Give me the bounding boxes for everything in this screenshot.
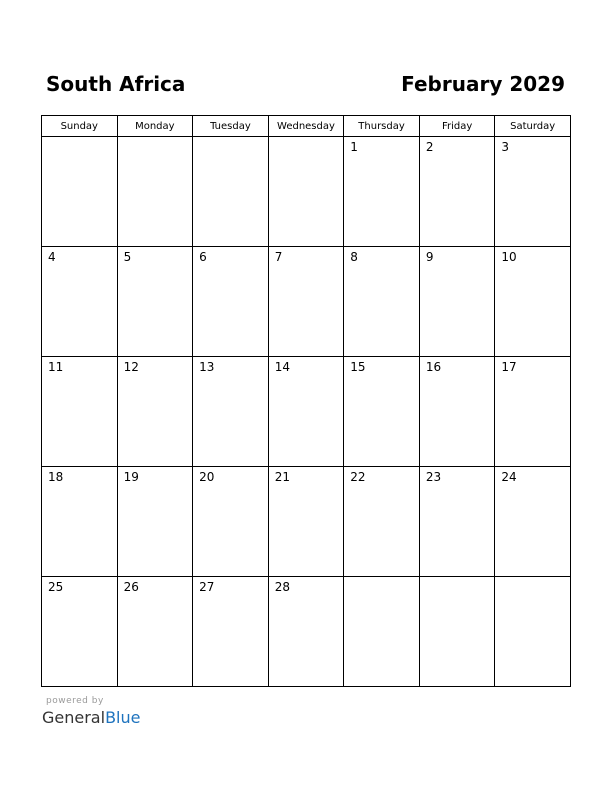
day-cell xyxy=(495,357,571,467)
day-cell xyxy=(42,357,118,467)
day-number: 8 xyxy=(350,250,358,264)
day-cell xyxy=(344,467,420,577)
day-number: 19 xyxy=(123,470,139,484)
day-number: 4 xyxy=(48,250,56,264)
week-row xyxy=(42,357,571,467)
day-cell xyxy=(42,137,118,247)
weekday-saturday: Saturday xyxy=(495,116,571,137)
day-number: 25 xyxy=(48,580,64,594)
day-cell xyxy=(268,357,344,467)
day-number: 11 xyxy=(48,360,64,374)
country-title: South Africa xyxy=(46,72,186,96)
weekday-wednesday: Wednesday xyxy=(268,116,344,137)
day-number: 10 xyxy=(501,250,517,264)
day-number: 18 xyxy=(48,470,64,484)
day-number xyxy=(269,137,344,140)
day-number: 2 xyxy=(425,140,434,154)
day-number: 23 xyxy=(425,470,442,484)
day-cell xyxy=(117,357,193,467)
day-cell xyxy=(344,357,420,467)
day-cell xyxy=(117,137,193,247)
day-number xyxy=(495,577,570,580)
day-cell xyxy=(495,137,571,247)
brand-logo-general: General xyxy=(42,708,106,727)
day-number: 26 xyxy=(123,580,139,594)
day-number: 6 xyxy=(199,250,207,264)
day-cell xyxy=(268,577,344,687)
day-number xyxy=(193,137,268,140)
day-cell xyxy=(42,577,118,687)
day-number: 20 xyxy=(199,470,215,484)
powered-by-label: powered by xyxy=(46,696,104,706)
day-cell xyxy=(42,247,118,357)
day-cell xyxy=(193,247,269,357)
day-number xyxy=(344,577,419,580)
day-number: 28 xyxy=(274,580,290,594)
day-number: 9 xyxy=(425,250,434,264)
day-cell xyxy=(117,577,193,687)
day-number: 24 xyxy=(501,470,517,484)
day-number: 1 xyxy=(350,140,358,154)
day-cell xyxy=(268,467,344,577)
day-number xyxy=(42,137,117,140)
brand-logo-blue: Blue xyxy=(105,708,141,727)
day-number: 3 xyxy=(501,140,510,154)
day-number: 5 xyxy=(123,250,132,264)
brand-logo[interactable] xyxy=(42,708,140,728)
day-cell xyxy=(193,357,269,467)
day-cell xyxy=(495,467,571,577)
day-cell xyxy=(495,247,571,357)
day-cell xyxy=(117,247,193,357)
calendar-grid xyxy=(41,115,571,687)
day-number xyxy=(118,137,193,140)
day-cell xyxy=(344,137,420,247)
day-number: 12 xyxy=(123,360,139,374)
day-cell xyxy=(117,467,193,577)
day-cell xyxy=(344,247,420,357)
day-number: 27 xyxy=(199,580,215,594)
day-number: 22 xyxy=(350,470,366,484)
week-row xyxy=(42,577,571,687)
day-cell xyxy=(193,577,269,687)
day-number xyxy=(420,577,495,580)
day-number: 14 xyxy=(274,360,290,374)
day-number: 13 xyxy=(199,360,215,374)
day-cell xyxy=(193,467,269,577)
day-cell xyxy=(42,467,118,577)
day-cell xyxy=(419,467,495,577)
day-number: 7 xyxy=(274,250,283,264)
weekday-header-row xyxy=(42,116,571,137)
weekday-sunday: Sunday xyxy=(42,116,118,137)
day-cell xyxy=(495,577,571,687)
day-cell xyxy=(419,247,495,357)
month-title: February 2029 xyxy=(401,72,565,96)
week-row xyxy=(42,137,571,247)
day-number: 21 xyxy=(274,470,290,484)
weekday-tuesday: Tuesday xyxy=(193,116,269,137)
day-cell xyxy=(419,137,495,247)
day-cell xyxy=(344,577,420,687)
day-cell xyxy=(193,137,269,247)
weekday-friday: Friday xyxy=(419,116,495,137)
week-row xyxy=(42,247,571,357)
week-row xyxy=(42,467,571,577)
day-number: 16 xyxy=(425,360,442,374)
weekday-monday: Monday xyxy=(117,116,193,137)
weekday-thursday: Thursday xyxy=(344,116,420,137)
day-cell xyxy=(419,357,495,467)
day-cell xyxy=(268,137,344,247)
day-number: 15 xyxy=(350,360,366,374)
day-cell xyxy=(268,247,344,357)
day-cell xyxy=(419,577,495,687)
day-number: 17 xyxy=(501,360,517,374)
